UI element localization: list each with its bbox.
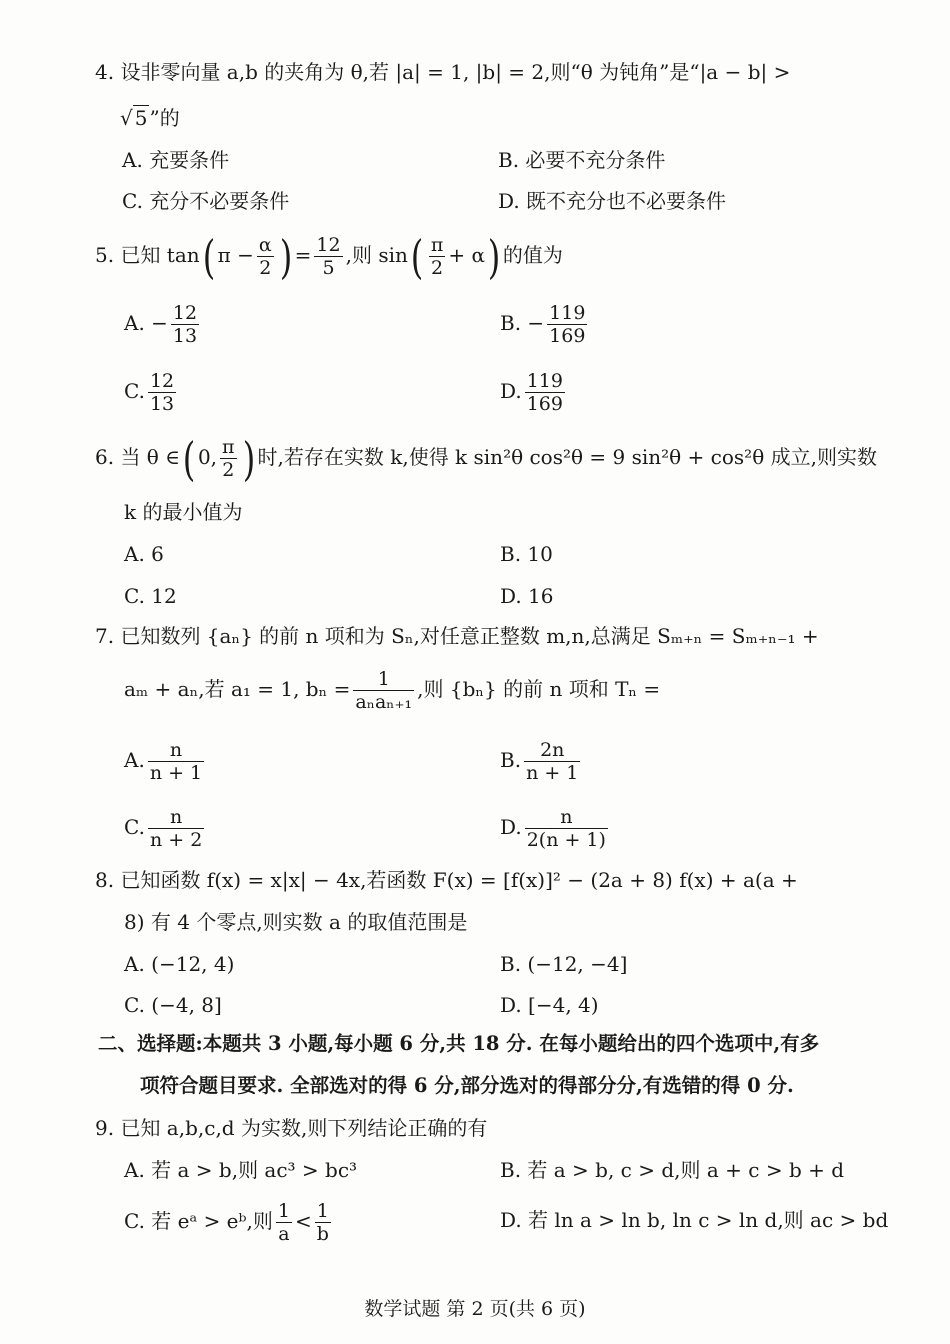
- q8-option-c: C. (−4, 8]: [124, 993, 222, 1017]
- q6-stem: 6. 当 θ ∈( 0, $\frac{\pi}{2}$ ) 时,若存在实数 k,使得 k sin²θ cos²θ = 9 sin²θ + cos²θ 成立,则实数: [95, 431, 877, 486]
- q8-option-d: D. [−4, 4): [500, 993, 599, 1017]
- q6-option-a: A. 6: [124, 542, 164, 566]
- section2-heading-line1: 二、选择题:本题共 3 小题,每小题 6 分,共 18 分. 在每小题给出的四个选项中,有多: [98, 1032, 820, 1055]
- q6-line2: k 的最小值为: [124, 500, 243, 524]
- q7-option-c: C. $\frac{n}{n + 2}$: [124, 806, 203, 851]
- q6-tail: 时,若存在实数 k,使得 k sin²θ cos²θ = 9 sin²θ + cos²θ 成立,则实数: [257, 445, 877, 469]
- q7-frac: $\frac{1}{\text{aₙaₙ₊₁}}$: [355, 668, 413, 713]
- q4-option-b: B. 必要不充分条件: [498, 148, 666, 172]
- sqrt-radicand: 5: [134, 106, 148, 130]
- q5-equals: =: [294, 243, 312, 267]
- q4-line2-tail: ”的: [149, 106, 180, 130]
- q5-stem: 5. 已知 tan( π − $\frac{\alpha}{2}$ ) = $\frac{12}{5}$ ,则 sin( $\frac{\pi}{2}$ + α) 的值为: [95, 229, 563, 284]
- q5-option-b: B. − $\frac{119}{169}$: [500, 302, 586, 347]
- q8-line2: 8) 有 4 个零点,则实数 a 的取值范围是: [124, 910, 468, 934]
- q8-line1: 8. 已知函数 f(x) = x|x| − 4x,若函数 F(x) = [f(x)]² − (2a + 8) f(x) + a(a +: [95, 868, 798, 892]
- q6-lead: 6. 当 θ ∈: [95, 445, 180, 469]
- q5-option-a: A. − $\frac{12}{13}$: [124, 302, 198, 347]
- q4-option-a: A. 充要条件: [122, 148, 230, 172]
- q6-frac-pi-2: $\frac{\pi}{2}$: [222, 436, 235, 481]
- q7-option-b: B. $\frac{2n}{n + 1}$: [500, 739, 579, 784]
- q4-line1: 4. 设非零向量 a,b 的夹角为 θ,若 |a| = 1, |b| = 2,则“θ 为钝角”是“|a − b| >: [95, 60, 791, 84]
- q9-option-a: A. 若 a > b,则 ac³ > bc³: [124, 1158, 358, 1182]
- q7-option-a: A. $\frac{n}{n + 1}$: [124, 739, 203, 784]
- q7-line2: aₘ + aₙ,若 a₁ = 1, bₙ = $\frac{1}{\text{aₙaₙ₊₁}}$ ,则 {bₙ} 的前 n 项和 Tₙ =: [124, 668, 661, 713]
- q5-plus-alpha: + α: [448, 243, 485, 267]
- q5-pi-minus: π −: [217, 243, 254, 267]
- q5-tail: 的值为: [502, 243, 563, 267]
- q5-frac-12-5: $\frac{12}{5}$: [316, 234, 341, 279]
- q4-option-c: C. 充分不必要条件: [122, 189, 290, 213]
- q9-option-d: D. 若 ln a > ln b, ln c > ln d,则 ac > bd: [500, 1208, 889, 1232]
- sqrt-symbol: √: [120, 106, 133, 130]
- q9-option-b: B. 若 a > b, c > d,则 a + c > b + d: [500, 1158, 845, 1182]
- page-footer: 数学试题 第 2 页(共 6 页): [364, 1298, 586, 1320]
- q5-frac-pi-2: $\frac{\pi}{2}$: [430, 234, 444, 279]
- q9-option-c: C. 若 eᵃ > eᵇ,则 $\frac{1}{a}$ < $\frac{1}{b}$: [124, 1200, 329, 1245]
- q5-frac-alpha: $\frac{\alpha}{2}$: [258, 234, 272, 279]
- q4-line2: [120, 104, 180, 132]
- q6-option-b: B. 10: [500, 542, 553, 566]
- q4-option-d: D. 既不充分也不必要条件: [498, 189, 727, 213]
- q5-lead: 5. 已知 tan: [95, 243, 200, 267]
- q9-line1: 9. 已知 a,b,c,d 为实数,则下列结论正确的有: [95, 1116, 488, 1140]
- q7-option-d: D. $\frac{n}{2(n + 1)}$: [500, 806, 606, 851]
- q5-option-c: C. $\frac{12}{13}$: [124, 370, 175, 415]
- q5-mid: ,则 sin: [345, 243, 408, 267]
- q8-option-a: A. (−12, 4): [124, 952, 235, 976]
- section2-heading-line2: 项符合题目要求. 全部选对的得 6 分,部分选对的得部分分,有选错的得 0 分.: [140, 1074, 794, 1097]
- q6-option-d: D. 16: [500, 584, 554, 608]
- q6-option-c: C. 12: [124, 584, 177, 608]
- q8-option-b: B. (−12, −4]: [500, 952, 628, 976]
- q7-line1: 7. 已知数列 {aₙ} 的前 n 项和为 Sₙ,对任意正整数 m,n,总满足 Sₘ₊ₙ = Sₘ₊ₙ₋₁ +: [95, 624, 819, 648]
- q5-option-d: D. $\frac{119}{169}$: [500, 370, 563, 415]
